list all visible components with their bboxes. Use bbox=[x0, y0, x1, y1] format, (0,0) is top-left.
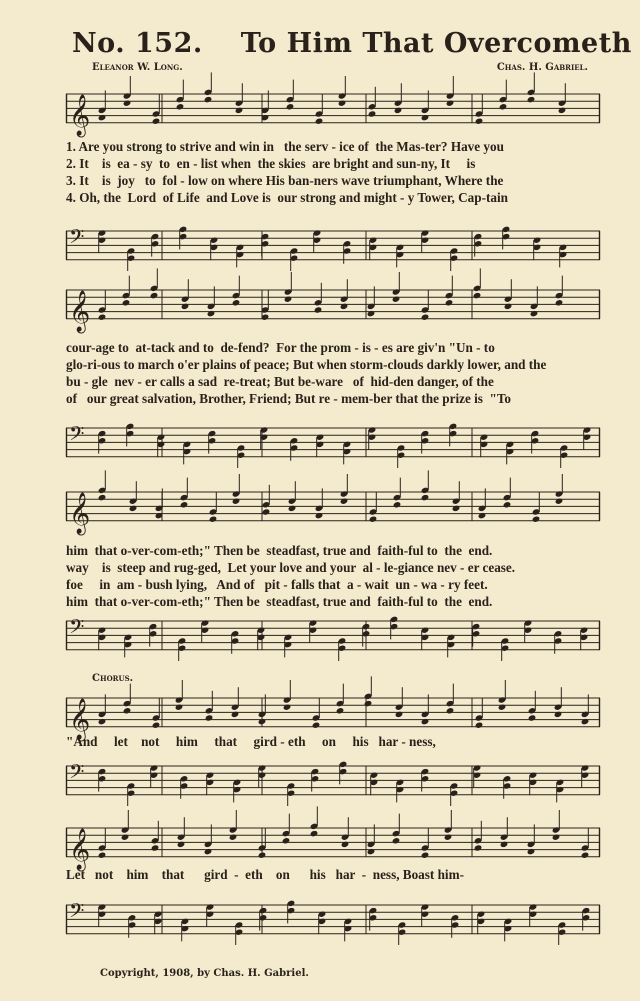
note-head bbox=[527, 96, 536, 103]
lyric-line: 1. Are you strong to strive and win in the serv - ice of the Mas-ter? Have you bbox=[66, 139, 504, 154]
note-head bbox=[152, 722, 161, 729]
music-system-2 bbox=[66, 278, 600, 474]
note-head bbox=[205, 714, 214, 721]
note-head bbox=[473, 292, 482, 299]
note-head bbox=[500, 841, 509, 848]
treble-staff bbox=[66, 282, 600, 334]
note-head bbox=[315, 118, 324, 125]
note-head bbox=[258, 718, 267, 725]
note-head bbox=[288, 505, 297, 512]
note-head bbox=[474, 844, 483, 851]
note-head bbox=[393, 501, 402, 508]
verse-lyrics bbox=[66, 339, 600, 407]
note-head bbox=[552, 834, 561, 841]
note-head bbox=[367, 848, 376, 855]
chorus-label: Chorus. bbox=[92, 673, 134, 684]
note-head bbox=[151, 844, 160, 851]
note-head bbox=[338, 100, 347, 107]
music-system-4 bbox=[66, 684, 600, 814]
hymn-title: To Him That Overcometh bbox=[240, 28, 632, 59]
note-head bbox=[475, 118, 484, 125]
note-head bbox=[207, 310, 216, 317]
note-head bbox=[555, 498, 564, 505]
note-head bbox=[581, 718, 590, 725]
copyright-notice: Copyright, 1908, by Chas. H. Gabriel. bbox=[100, 968, 309, 979]
note-head bbox=[286, 103, 295, 110]
note-head bbox=[175, 704, 184, 711]
treble-staff bbox=[66, 820, 600, 872]
note-head bbox=[421, 718, 430, 725]
note-head bbox=[98, 114, 107, 121]
chorus-lyrics bbox=[66, 866, 600, 883]
note-head bbox=[340, 303, 349, 310]
note-head bbox=[176, 103, 185, 110]
lyric-line: 3. It is joy to fol - low on where His ban-ners wave triumphant, Where the bbox=[66, 173, 504, 188]
bass-staff bbox=[66, 223, 600, 275]
note-head bbox=[528, 714, 537, 721]
note-head bbox=[229, 834, 238, 841]
bass-staff bbox=[66, 420, 600, 472]
note-head bbox=[282, 837, 291, 844]
verse-lyrics bbox=[66, 138, 600, 206]
note-head bbox=[499, 103, 508, 110]
note-head bbox=[364, 700, 373, 707]
lyric-line: foe in am - bush lying, And of pit - falls that a - wait un - wa - ry feet. bbox=[66, 577, 488, 592]
note-head bbox=[444, 834, 453, 841]
note-head bbox=[150, 292, 159, 299]
note-head bbox=[475, 722, 484, 729]
note-head bbox=[445, 299, 454, 306]
note-head bbox=[98, 494, 107, 501]
bass-clef-icon: 𝄢 bbox=[69, 899, 85, 927]
lyric-line: 4. Oh, the Lord of Life and Love is our strong and might - y Tower, Cap-tain bbox=[66, 190, 508, 205]
note-head bbox=[181, 303, 190, 310]
note-head bbox=[177, 841, 186, 848]
note-head bbox=[581, 852, 590, 859]
treble-clef-icon: 𝄞 bbox=[69, 828, 91, 870]
note-head bbox=[558, 107, 567, 114]
note-head bbox=[204, 96, 213, 103]
note-head bbox=[152, 118, 161, 125]
note-head bbox=[498, 704, 507, 711]
note-head bbox=[555, 299, 564, 306]
lyric-line: way is steep and rug-ged, Let your love and your al - le-giance nev - er cease. bbox=[66, 560, 516, 575]
note-head bbox=[204, 848, 213, 855]
note-head bbox=[314, 306, 323, 313]
note-head bbox=[262, 508, 271, 515]
note-head bbox=[504, 303, 513, 310]
note-head bbox=[527, 848, 536, 855]
note-head bbox=[530, 310, 539, 317]
verse-lyrics bbox=[66, 542, 600, 610]
note-head bbox=[554, 711, 563, 718]
composer-credit: Chas. H. Gabriel. bbox=[496, 62, 588, 73]
note-head bbox=[123, 100, 132, 107]
music-system-3 bbox=[66, 476, 600, 672]
lyric-line: bu - gle nev - er calls a sad re-treat; But be-ware of hid-den danger, of the bbox=[66, 374, 494, 389]
treble-clef-icon: 𝄞 bbox=[69, 290, 91, 332]
treble-staff bbox=[66, 484, 600, 536]
note-head bbox=[446, 100, 455, 107]
note-head bbox=[369, 516, 378, 523]
note-head bbox=[232, 498, 241, 505]
note-head bbox=[231, 711, 240, 718]
hymn-heading bbox=[72, 28, 632, 59]
lyric-line: of our great salvation, Brother, Friend; But re - mem-ber that the prize is "To bbox=[66, 391, 512, 406]
lyric-line: glo-ri-ous to march o'er plains of peace; But when storm-clouds darkly lower, and the bbox=[66, 357, 547, 372]
bass-clef-icon: 𝄢 bbox=[69, 760, 85, 788]
chorus-lyrics bbox=[66, 733, 600, 750]
note-head bbox=[336, 707, 345, 714]
note-head bbox=[283, 704, 292, 711]
note-head bbox=[368, 110, 377, 117]
treble-staff bbox=[66, 86, 600, 138]
note-head bbox=[478, 512, 487, 519]
note-head bbox=[284, 296, 293, 303]
bass-clef-icon: 𝄢 bbox=[69, 615, 85, 643]
music-system-5 bbox=[66, 814, 600, 964]
note-head bbox=[122, 299, 131, 306]
note-head bbox=[98, 314, 107, 321]
note-head bbox=[395, 711, 404, 718]
note-head bbox=[341, 841, 350, 848]
bass-clef-icon: 𝄢 bbox=[69, 225, 85, 253]
lyric-line: "And let not him that gird - eth on his har - ness, bbox=[66, 734, 436, 749]
note-head bbox=[421, 314, 430, 321]
note-head bbox=[312, 722, 321, 729]
lyric-line: Let not him that gird - eth on his har - ness, Boast him- bbox=[66, 867, 464, 882]
treble-clef-icon: 𝄞 bbox=[69, 698, 91, 740]
note-head bbox=[446, 707, 455, 714]
note-head bbox=[421, 494, 430, 501]
note-head bbox=[503, 501, 512, 508]
music-system-1 bbox=[66, 78, 600, 270]
lyric-line: him that o-ver-com-eth;" Then be steadfast, true and faith-ful to the end. bbox=[66, 594, 493, 609]
bass-clef-icon: 𝄢 bbox=[69, 422, 85, 450]
note-head bbox=[532, 516, 541, 523]
note-head bbox=[129, 505, 138, 512]
lyric-line: cour-age to at-tack and to de-fend? For the prom - is - es are giv'n "Un - to bbox=[66, 340, 495, 355]
note-head bbox=[394, 107, 403, 114]
note-head bbox=[235, 107, 244, 114]
note-head bbox=[421, 114, 430, 121]
note-head bbox=[123, 707, 132, 714]
note-head bbox=[98, 718, 107, 725]
note-head bbox=[367, 310, 376, 317]
note-head bbox=[121, 834, 130, 841]
note-head bbox=[392, 837, 401, 844]
note-head bbox=[258, 852, 267, 859]
treble-clef-icon: 𝄞 bbox=[69, 94, 91, 136]
note-head bbox=[98, 852, 107, 859]
bass-staff bbox=[66, 613, 600, 665]
note-head bbox=[340, 498, 349, 505]
bass-staff bbox=[66, 758, 600, 810]
hymn-number: No. 152. bbox=[72, 28, 203, 59]
note-head bbox=[452, 505, 461, 512]
note-head bbox=[310, 830, 319, 837]
note-head bbox=[209, 516, 218, 523]
lyric-line: 2. It is ea - sy to en - list when the skies are bright and sun-ny, It is bbox=[66, 156, 476, 171]
bass-staff bbox=[66, 897, 600, 949]
lyricist-credit: Eleanor W. Long. bbox=[92, 62, 183, 73]
note-head bbox=[232, 299, 241, 306]
note-head bbox=[180, 501, 189, 508]
note-head bbox=[421, 852, 430, 859]
note-head bbox=[392, 296, 401, 303]
lyric-line: him that o-ver-com-eth;" Then be steadfast, true and faith-ful to the end. bbox=[66, 543, 493, 558]
note-head bbox=[315, 512, 324, 519]
treble-clef-icon: 𝄞 bbox=[69, 492, 91, 534]
